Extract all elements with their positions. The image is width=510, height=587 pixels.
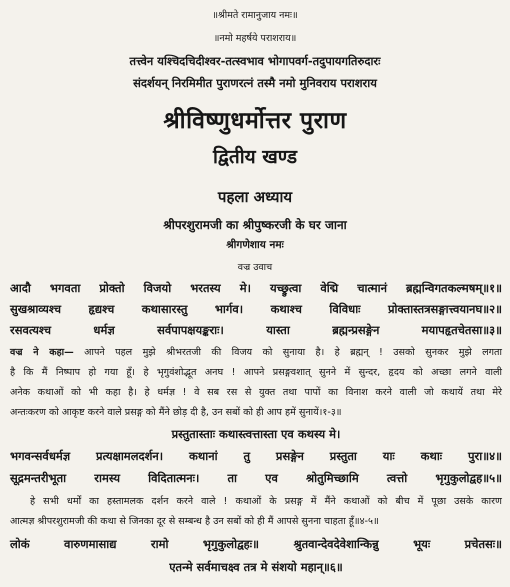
prose-line: है कि मैं निष्पाप हो गया हूँ। हे भृगुवंशोद्भूत अनघ ! आपने प्रसङ्गवशात् सुनने में सुन्दर, हृदय को अच्छा लगने वाली bbox=[10, 367, 502, 378]
verse-line: लोकं वारुणमासाद्य रामो भृगुकुलोद्वहः॥ श्रुतवान्देवदेवेशान्किन्नु भूयः प्रचेतसः॥ bbox=[10, 537, 502, 551]
verse-line: भगवन्सर्वधर्मज्ञ प्रत्यक्षामलदर्शन। कथानां तु प्रसङ्गेन प्रस्तुता याः कथाः पुरा॥४॥ bbox=[10, 449, 502, 463]
verse-line: एतन्मे सर्वमाचक्ष्व तत्र मे संशयो महान्॥६॥ bbox=[169, 560, 343, 574]
prose-line: वज्र ने कहा— आपने पहल मुझे श्रीभरतजी की विजय को सुनाया है। हे ब्रह्मन् ! उसको सुनकर मुझे लगता bbox=[10, 347, 503, 358]
verse-line: रसवत्यश्च धर्मज्ञ सर्वपापक्षयङ्कराः। यास्ता ब्रह्मन्प्रसङ्गेन मयापहृतचेतसा॥३॥ bbox=[10, 323, 502, 337]
prose-line: अन्तःकरण को आकृष्ट करने वाले प्रसङ्ग को मैंने छोड़ दी है, उन सबों को ही आप हमें सुनायें।१-३॥ bbox=[10, 407, 342, 418]
prose-line: हे सभी धर्मों का हस्तामलक दर्शन करने वाले ! कथाओं के प्रसङ्ग में मैंने कथाओं को बीच में पूछा उसके कारण bbox=[30, 496, 502, 507]
prose-line: अनेक कथाओं को भी कहा है। हे धर्मज्ञ ! वे सब रस से युक्त तथा पापों का विनाश करने वाली जो कथायें तथा मेरे bbox=[10, 387, 502, 398]
chapter-title: श्रीपरशुरामजी का श्रीपुष्करजी के घर जाना bbox=[163, 218, 347, 232]
section-title: द्वितीय खण्ड bbox=[213, 146, 297, 168]
prose-line: आत्मज्ञ श्रीपरशुरामजी की कथा से जिनका दूर से सम्बन्ध है उन सबों को ही मैं आपसे सुनना चाहता हूँ॥४-५॥ bbox=[10, 516, 379, 527]
invocation-line-2: ॥नमो महर्षये पराशराय॥ bbox=[213, 33, 297, 44]
verse-line: सुखश्राव्यश्च हृद्यश्च कथासारस्तु भार्गव। कथाश्च विविधाः प्रोक्तास्तत्रसङ्गात्त्वयानघ॥२॥ bbox=[10, 302, 502, 316]
verse-line: प्रस्तुतास्ताः कथास्त्वत्तास्ता एव कथस्य मे। bbox=[171, 427, 341, 441]
book-title: श्रीविष्णुधर्मोत्तर पुराण bbox=[163, 108, 347, 134]
invocation-line-1: ॥श्रीमते रामानुजाय नमः॥ bbox=[212, 10, 298, 21]
speaker-name: वज्र ने कहा— bbox=[10, 347, 74, 358]
speaker-label: वज्र उवाच bbox=[237, 262, 273, 273]
opening-shloka-line-1: तत्त्वेन यश्चिदचिदीश्वर-तत्स्वभाव भोगापवर्ग-तदुपायगतिरुदारः bbox=[129, 54, 381, 68]
verse-line: सूद्रमन्तरीभूता रामस्य विदितात्मनः। ता एव श्रोतुमिच्छामि त्वत्तो भृगुकुलोद्वह॥५॥ bbox=[10, 471, 502, 485]
opening-shloka-line-2: संदर्शयन् निरमिमीत पुराणरत्नं तस्मै नमो मुनिवराय पराशराय bbox=[133, 76, 377, 90]
verse-line: आदौ भगवता प्रोक्तो विजयो भरतस्य मे। यच्छ्रुत्वा वेद्मि चात्मानं ब्रह्मन्विगतकल्मषम्॥१॥ bbox=[10, 281, 502, 295]
ganesha-invocation: श्रीगणेशाय नमः bbox=[226, 239, 284, 251]
chapter-heading: पहला अध्याय bbox=[217, 188, 293, 206]
